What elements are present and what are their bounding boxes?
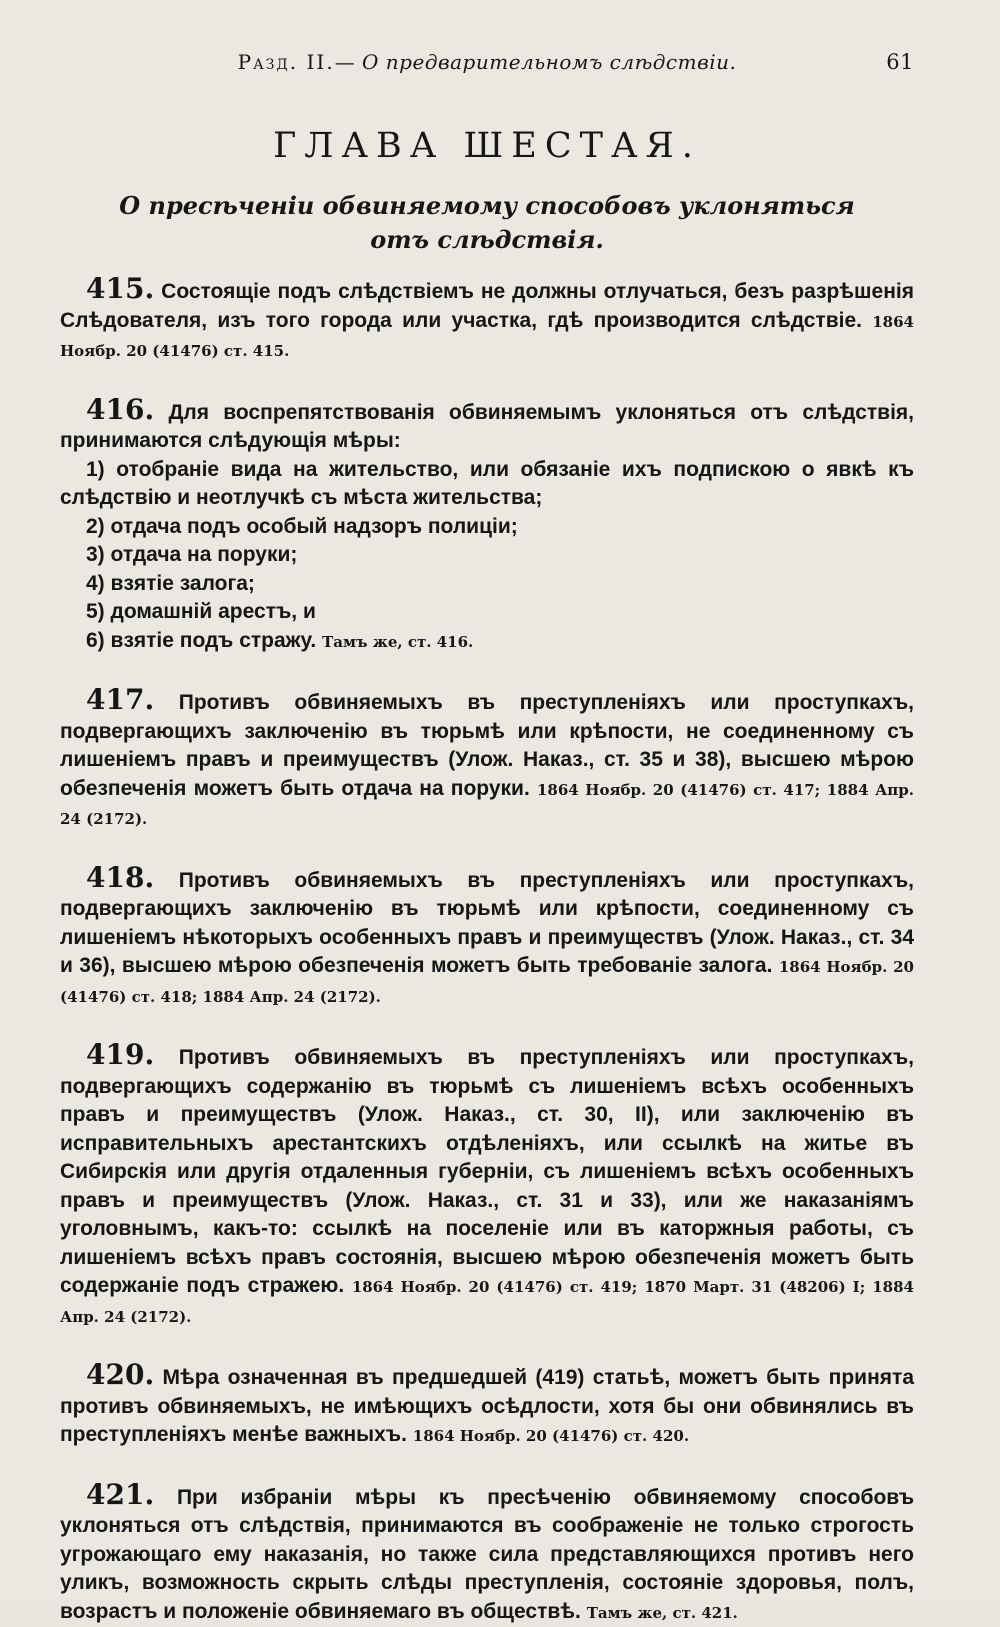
article-420 [60, 1358, 914, 1451]
article-number: 418. [86, 860, 155, 894]
article-reference: 1864 Ноябр. 20 (41476) ст. 417; 1884 Апр. 24 (2172). [60, 780, 914, 829]
article-reference: 1864 Ноябр. 20 (41476) ст. 415. [60, 312, 914, 361]
article-reference: 1864 Ноябр. 20 (41476) ст. 418; 1884 Апр. 24 (2172). [60, 958, 914, 1006]
article-reference: Тамъ же, ст. 416. [322, 632, 474, 651]
article-text: Противъ обвиняемыхъ въ преступленіяхъ или проступкахъ, подвергающихъ заключенію въ тюрьмѣ или крѣпости, соединенному съ лишеніемъ нѣкоторыхъ особенныхъ правъ и преимуществъ (Улож. Наказ., ст. 34 и 36), высшею мѣрою обезпеченія можетъ быть требованіе залога. [60, 868, 914, 978]
article-421 [60, 1477, 914, 1627]
measures-list [60, 456, 914, 657]
article-text: Для воспрепятствованія обвиняемымъ уклоняться отъ слѣдствія, принимаются слѣдующія мѣры: [60, 400, 914, 453]
article-number: 419. [86, 1038, 155, 1072]
running-head-dash: — [334, 50, 356, 74]
article-text: При избраніи мѣры къ пресѣченію обвиняемому способовъ уклоняться отъ слѣдствія, принимаются въ соображеніе не только строгость угрожающаго ему наказанія, но также сила представляющихся противъ него уликъ, возможность скрыть слѣды преступленія, состояніе здоровья, полъ, возрастъ и положеніе обвиняемаго въ обществѣ. [60, 1485, 914, 1623]
list-marker: 1) [86, 457, 105, 481]
article-number: 420. [86, 1358, 155, 1392]
list-marker: 3) [86, 543, 105, 567]
article-416 [60, 392, 914, 456]
article-reference: Тамъ же, ст. 421. [586, 1603, 738, 1622]
article-number: 415. [86, 272, 155, 306]
list-item-text: отдача подъ особый надзоръ полиціи; [110, 514, 518, 538]
list-item-text: отобраніе вида на жительство, или обязаніе ихъ подпискою о явкѣ къ слѣдствію и неотлучкѣ съ мѣста жительства; [60, 457, 914, 510]
article-number: 416. [86, 392, 155, 426]
article-reference: 1864 Ноябр. 20 (41476) ст. 419; 1870 Март. 31 (48206) I; 1884 Апр. 24 (2172). [60, 1278, 914, 1326]
article-text: Состоящіе подъ слѣдствіемъ не должны отлучаться, безъ разрѣшенія Слѣдователя, изъ того города или участка, гдѣ производится слѣдствіе. [60, 280, 914, 332]
section-label: Разд. II. [237, 50, 335, 74]
article-number: 417. [86, 683, 155, 717]
list-marker: 4) [86, 571, 105, 595]
article-419 [60, 1038, 914, 1331]
article-415 [60, 272, 914, 366]
list-item-text: взятіе залога; [110, 571, 255, 595]
article-418 [60, 860, 914, 1012]
list-marker: 2) [86, 514, 105, 538]
list-item [60, 456, 914, 513]
article-reference: 1864 Ноябр. 20 (41476) ст. 420. [412, 1427, 690, 1446]
article-text: Мѣра означенная въ предшедшей (419) статьѣ, можетъ быть принята противъ обвиняемыхъ, не имѣющихъ осѣдлости, хотя бы они обвинялись въ преступленіяхъ менѣе важныхъ. [60, 1366, 914, 1447]
article-number: 421. [86, 1477, 155, 1511]
list-item [60, 541, 914, 570]
list-item [60, 627, 914, 657]
page-number: 61 [886, 50, 914, 74]
chapter-subtitle: О пресѣченіи обвиняемому способовъ уклоняться отъ слѣдствія. [119, 191, 855, 255]
chapter-title: ГЛАВА ШЕСТАЯ. [273, 126, 701, 166]
list-marker: 6) [86, 628, 105, 652]
list-item [60, 598, 914, 627]
article-417 [60, 683, 914, 834]
list-marker: 5) [86, 600, 105, 624]
running-head [60, 40, 914, 84]
article-text: Противъ обвиняемыхъ въ преступленіяхъ или проступкахъ, подвергающихъ содержанію въ тюрьмѣ съ лишеніемъ всѣхъ особенныхъ правъ и преимуществъ (Улож. Наказ., ст. 30, II), или заключенію въ исправительныхъ арестантскихъ отдѣленіяхъ, или ссылкѣ на житье въ Сибирскія или другія отдаленныя губерніи, съ лишеніемъ всѣхъ особенныхъ правъ и преимуществъ (Улож. Наказ., ст. 31 и 33), или же наказаніямъ уголовнымъ, какъ-то: ссылкѣ на поселеніе или въ каторжныя работы, съ лишеніемъ всѣхъ правъ состоянія, высшею мѣрою обезпеченія можетъ быть содержаніе подъ стражею. [60, 1046, 914, 1298]
running-head-title [60, 50, 914, 74]
list-item-text: взятіе подъ стражу. [110, 628, 317, 652]
list-item [60, 513, 914, 542]
list-item-text: отдача на поруки; [110, 543, 298, 567]
list-item [60, 570, 914, 599]
section-title: О предварительномъ слѣдствіи. [362, 50, 737, 74]
list-item-text: домашній арестъ, и [110, 600, 316, 624]
article-text: Противъ обвиняемыхъ въ преступленіяхъ или проступкахъ, подвергающихъ заключенію въ тюрьмѣ или крѣпости, не соединенному съ лишеніемъ правъ и преимуществъ (Улож. Наказ., ст. 35 и 38), высшею мѣрою обезпеченія можетъ быть отдача на поруки. [60, 691, 914, 800]
